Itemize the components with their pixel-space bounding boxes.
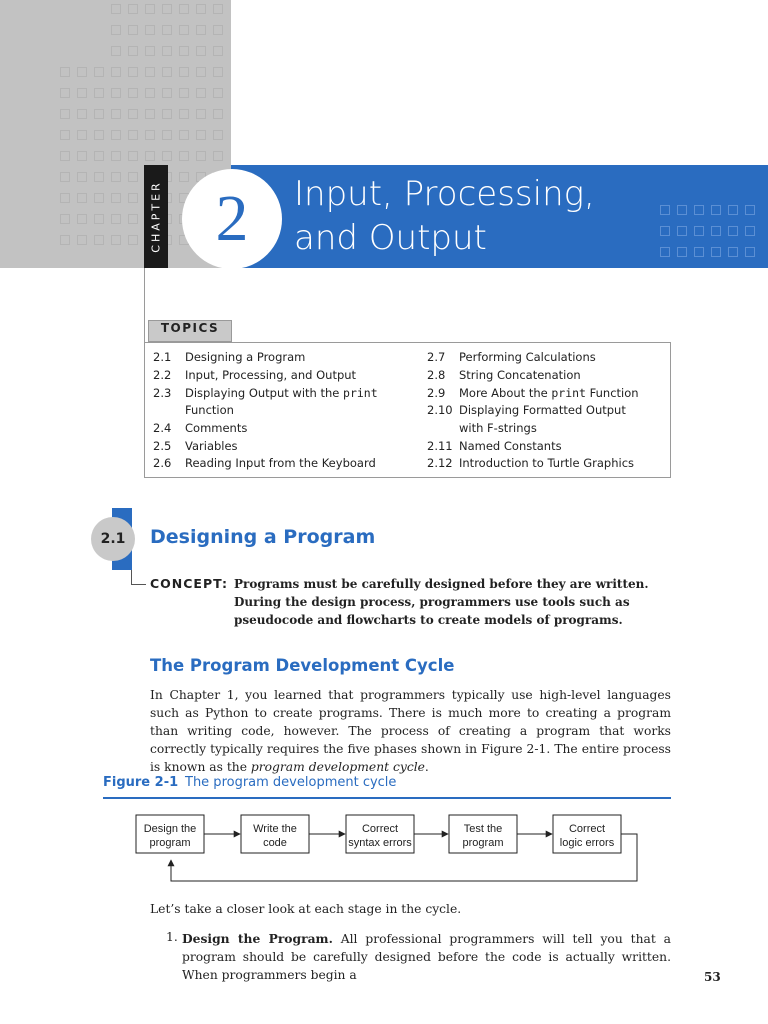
decorative-square <box>60 130 70 140</box>
decorative-square <box>213 4 223 14</box>
cycle-step-5 <box>553 815 621 853</box>
decorative-square <box>213 130 223 140</box>
topic-title-continued: with F-strings <box>459 421 537 435</box>
decorative-square <box>660 226 670 236</box>
decorative-square <box>213 46 223 56</box>
decorative-square <box>179 130 189 140</box>
body-paragraph-2: Let’s take a closer look at each stage in the cycle. <box>150 902 462 916</box>
topic-title: String Concatenation <box>459 368 581 382</box>
cycle-step-3 <box>346 815 414 853</box>
chapter-title <box>294 172 595 260</box>
decorative-square <box>128 193 138 203</box>
decorative-square <box>128 88 138 98</box>
decorative-square <box>162 25 172 35</box>
chapter-number-circle <box>182 169 282 269</box>
step-label-line2: program <box>462 837 504 849</box>
decorative-square <box>77 67 87 77</box>
concept-label: CONCEPT: <box>150 576 228 591</box>
decorative-square <box>128 130 138 140</box>
decorative-square <box>111 151 121 161</box>
chapter-label <box>144 165 168 268</box>
decorative-square <box>179 25 189 35</box>
decorative-square <box>77 88 87 98</box>
decorative-square <box>111 193 121 203</box>
decorative-square <box>711 226 721 236</box>
topic-title: Introduction to Turtle Graphics <box>459 456 635 470</box>
decorative-square <box>196 25 206 35</box>
decorative-square <box>196 46 206 56</box>
topic-title: Input, Processing, and Output <box>185 368 357 382</box>
topic-title: Performing Calculations <box>459 350 596 364</box>
decorative-square <box>660 247 670 257</box>
topic-title-continued: Function <box>185 403 234 417</box>
decorative-square <box>60 109 70 119</box>
decorative-square <box>111 235 121 245</box>
decorative-square <box>94 88 104 98</box>
step-label-line2: syntax errors <box>348 837 412 849</box>
decorative-square <box>213 25 223 35</box>
decorative-square <box>60 172 70 182</box>
decorative-square <box>711 247 721 257</box>
program-development-cycle-diagram <box>100 808 645 888</box>
decorative-square <box>660 205 670 215</box>
section-number: 2.1 <box>100 531 126 547</box>
decorative-square <box>694 247 704 257</box>
chapter-title-line2: and Output <box>294 218 487 258</box>
figure-rule <box>103 797 671 799</box>
decorative-square <box>213 67 223 77</box>
decorative-square <box>145 4 155 14</box>
topic-title: Reading Input from the Keyboard <box>185 456 376 470</box>
decorative-square <box>677 247 687 257</box>
topic-title: Displaying Formatted Output <box>459 403 626 417</box>
chapter-number: 2 <box>215 182 249 255</box>
decorative-square <box>162 130 172 140</box>
step-label-line2: program <box>149 837 191 849</box>
decorative-square <box>111 214 121 224</box>
decorative-square <box>145 67 155 77</box>
topic-title: Comments <box>185 421 248 435</box>
decorative-square <box>94 214 104 224</box>
topic-number: 2.11 <box>427 439 453 453</box>
decorative-square <box>145 109 155 119</box>
step-label-line2: logic errors <box>559 837 615 849</box>
decorative-square <box>111 109 121 119</box>
topic-number: 2.7 <box>427 350 446 364</box>
topic-number: 2.9 <box>427 386 446 400</box>
decorative-square <box>111 46 121 56</box>
topic-number: 2.4 <box>153 421 172 435</box>
decorative-square <box>145 46 155 56</box>
decorative-square <box>94 172 104 182</box>
topics-label: TOPICS <box>160 321 220 335</box>
step-label-line1: Correct <box>568 823 606 835</box>
paragraph-end: . <box>424 760 429 774</box>
decorative-square <box>162 46 172 56</box>
decorative-square <box>128 46 138 56</box>
decorative-square <box>179 46 189 56</box>
cycle-step-2 <box>241 815 309 853</box>
topic-number: 2.3 <box>153 386 172 400</box>
decorative-square <box>677 226 687 236</box>
body-paragraph <box>150 686 671 776</box>
concept-bracket <box>131 570 146 585</box>
step-label-line1: Design the <box>143 823 197 835</box>
decorative-square <box>162 151 172 161</box>
decorative-square <box>145 151 155 161</box>
decorative-square <box>94 130 104 140</box>
decorative-square <box>179 67 189 77</box>
decorative-square <box>179 172 189 182</box>
decorative-square <box>145 25 155 35</box>
decorative-square <box>111 172 121 182</box>
topic-title-text-end: Function <box>585 386 639 400</box>
decorative-square <box>77 130 87 140</box>
decorative-square <box>111 4 121 14</box>
decorative-square <box>94 193 104 203</box>
decorative-square <box>196 130 206 140</box>
topic-title-code: print <box>551 386 586 400</box>
topic-title-code: print <box>343 386 378 400</box>
decorative-square <box>128 4 138 14</box>
step-label-line1: Write the <box>253 823 297 835</box>
decorative-square <box>128 151 138 161</box>
decorative-square <box>728 205 738 215</box>
decorative-square <box>745 205 755 215</box>
decorative-square <box>77 214 87 224</box>
decorative-square <box>213 88 223 98</box>
decorative-square <box>711 205 721 215</box>
decorative-square <box>694 205 704 215</box>
decorative-square <box>213 109 223 119</box>
figure-label: Figure 2-1 <box>103 775 179 790</box>
decorative-square <box>145 88 155 98</box>
decorative-square <box>128 172 138 182</box>
decorative-square <box>196 109 206 119</box>
step-label-line1: Test the <box>463 823 503 835</box>
decorative-square <box>111 88 121 98</box>
decorative-square <box>162 88 172 98</box>
topic-number: 2.10 <box>427 403 453 417</box>
paragraph-italic-term: program development cycle <box>250 760 425 774</box>
chapter-label-text: CHAPTER <box>149 180 163 253</box>
decorative-square <box>179 88 189 98</box>
decorative-square <box>145 130 155 140</box>
figure-caption: The program development cycle <box>185 775 397 790</box>
decorative-square <box>60 88 70 98</box>
decorative-square <box>128 235 138 245</box>
topic-title <box>185 386 378 400</box>
subsection-title: The Program Development Cycle <box>150 656 455 675</box>
list-item-lead: Design the Program. <box>182 931 333 946</box>
list-item <box>182 930 671 984</box>
decorative-square <box>162 109 172 119</box>
section-number-circle <box>91 517 135 561</box>
topic-title <box>459 386 639 400</box>
decorative-square <box>77 151 87 161</box>
decorative-square <box>60 151 70 161</box>
decorative-square <box>179 109 189 119</box>
step-label-line1: Correct <box>361 823 399 835</box>
decorative-square <box>128 67 138 77</box>
decorative-square <box>77 193 87 203</box>
decorative-square <box>60 193 70 203</box>
concept-text: Programs must be carefully designed before they are written. During the design process, programmers use tools such as pseudocode and flowcharts to create models of programs. <box>234 577 649 627</box>
step-label-line2: code <box>263 837 287 849</box>
decorative-square <box>128 25 138 35</box>
decorative-square <box>728 247 738 257</box>
list-item-text: All professional programmers will tell you that a program should be carefully designed before the code is actually written. When programmers begin a <box>182 932 671 982</box>
decorative-square <box>111 130 121 140</box>
topic-number: 2.1 <box>153 350 172 364</box>
cycle-step-1 <box>136 815 204 853</box>
page-number: 53 <box>704 970 721 984</box>
topic-title: Variables <box>185 439 238 453</box>
decorative-square <box>60 67 70 77</box>
decorative-square <box>60 214 70 224</box>
decorative-square <box>94 67 104 77</box>
topic-number: 2.12 <box>427 456 453 470</box>
topic-number: 2.5 <box>153 439 172 453</box>
decorative-square <box>94 109 104 119</box>
decorative-square <box>179 151 189 161</box>
decorative-square <box>128 214 138 224</box>
topic-number: 2.6 <box>153 456 172 470</box>
decorative-square <box>694 226 704 236</box>
cycle-step-4 <box>449 815 517 853</box>
topic-title-text: More About the <box>459 386 552 400</box>
paragraph-text: In Chapter 1, you learned that programmers typically use high-level languages such as Python to create programs. There is much more to creating a program than writing code, however. The process of creating a program that works correctly typically requires the five phases shown in Figure 2-1. The entire process is known as the <box>150 688 671 774</box>
decorative-square <box>745 226 755 236</box>
decorative-square <box>196 67 206 77</box>
decorative-square <box>196 151 206 161</box>
decorative-square <box>677 205 687 215</box>
decorative-square <box>213 151 223 161</box>
decorative-square <box>745 247 755 257</box>
decorative-square <box>77 235 87 245</box>
topic-title-text: Displaying Output with the <box>185 386 344 400</box>
decorative-square <box>162 4 172 14</box>
decorative-square <box>77 109 87 119</box>
decorative-square <box>179 4 189 14</box>
decorative-square <box>162 67 172 77</box>
topic-title: Designing a Program <box>185 350 306 364</box>
decorative-square <box>728 226 738 236</box>
decorative-square <box>196 88 206 98</box>
topic-number: 2.2 <box>153 368 172 382</box>
decorative-square <box>77 172 87 182</box>
section-title: Designing a Program <box>150 526 376 548</box>
decorative-square <box>128 109 138 119</box>
decorative-square <box>111 67 121 77</box>
topic-title: Named Constants <box>459 439 562 453</box>
decorative-square <box>94 235 104 245</box>
decorative-square <box>60 235 70 245</box>
decorative-square <box>196 4 206 14</box>
decorative-square <box>111 25 121 35</box>
chapter-title-line1: Input, Processing, <box>294 174 595 214</box>
decorative-square <box>94 151 104 161</box>
list-item-number: 1. <box>166 930 178 944</box>
topic-number: 2.8 <box>427 368 446 382</box>
